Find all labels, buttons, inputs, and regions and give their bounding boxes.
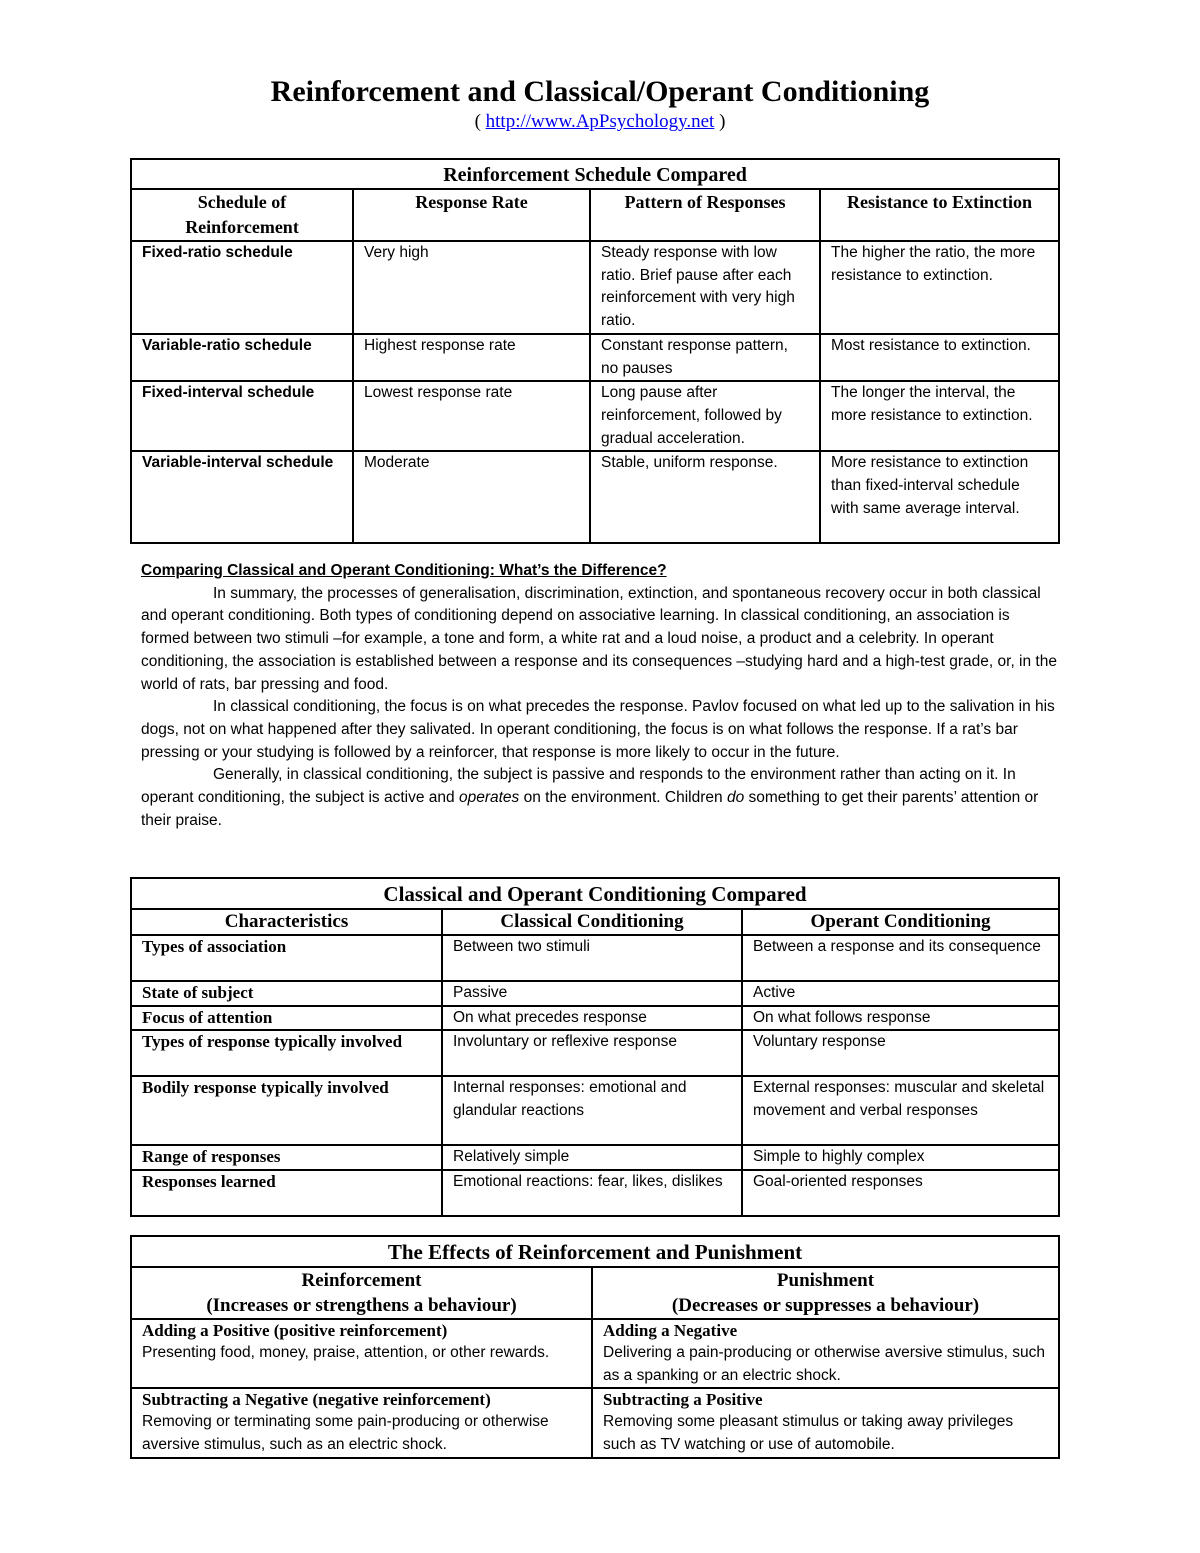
table-cell: More resistance to extinction than fixed-interval schedule with same average interval. bbox=[820, 451, 1059, 543]
cell-title: Subtracting a Negative (negative reinforcement) bbox=[142, 1390, 491, 1410]
website-link[interactable]: http://www.ApPsychology.net bbox=[485, 111, 715, 132]
row-label: Variable-ratio schedule bbox=[131, 334, 353, 381]
table-cell: Simple to highly complex bbox=[742, 1145, 1059, 1170]
table-row bbox=[131, 334, 1059, 381]
article bbox=[141, 560, 1061, 832]
table-cell: Stable, uniform response. bbox=[590, 451, 820, 543]
cell-title: Adding a Positive (positive reinforcement) bbox=[142, 1321, 448, 1340]
table-cell: Steady response with low ratio. Brief pause after each reinforcement with very high ratio. bbox=[590, 241, 820, 334]
table-cell: Internal responses: emotional and glandular reactions bbox=[442, 1076, 742, 1145]
table-cell bbox=[131, 1388, 592, 1457]
paragraph-text: Generally, in classical conditioning, the subject is passive and responds to the environment rather than acting on it. In operant conditioning, the subject is active and bbox=[141, 766, 1016, 807]
article-paragraph: In summary, the processes of generalisation, discrimination, extinction, and spontaneous recovery occur in both classical and operant conditioning. Both types of conditioning depend on associative learning. In classical conditioning, an association is formed between two stimuli –for example, a tone and form, a white rat and a loud noise, a product and a celebrity. In operant conditioning, the association is established between a response and its consequences –studying hard and a high-test grade, or, in the world of rats, bar pressing and food. bbox=[141, 584, 1057, 693]
table-cell: Voluntary response bbox=[742, 1030, 1059, 1076]
table-row bbox=[131, 1006, 1059, 1031]
cell-title: Adding a Negative bbox=[603, 1321, 738, 1340]
header-subtitle: (Increases or strengthens a behaviour) bbox=[206, 1295, 517, 1316]
table-row bbox=[131, 451, 1059, 543]
header-title: Punishment bbox=[776, 1270, 875, 1291]
table-cell: Highest response rate bbox=[353, 334, 590, 381]
table-cell: Goal-oriented responses bbox=[742, 1170, 1059, 1216]
table-cell: External responses: muscular and skeletal movement and verbal responses bbox=[742, 1076, 1059, 1145]
table-cell: Between two stimuli bbox=[442, 935, 742, 981]
column-header: Classical Conditioning bbox=[442, 909, 742, 935]
header-title: Reinforcement bbox=[301, 1270, 422, 1291]
row-label: Variable-interval schedule bbox=[131, 451, 353, 543]
table-cell: Involuntary or reflexive response bbox=[442, 1030, 742, 1076]
column-header: Resistance to Extinction bbox=[820, 189, 1059, 241]
row-label: Types of response typically involved bbox=[131, 1030, 442, 1076]
conditioning-table bbox=[130, 877, 1060, 1217]
column-header bbox=[131, 1267, 592, 1319]
paragraph-text: something to get their parents’ attention or their praise. bbox=[141, 789, 1039, 829]
table-cell: Relatively simple bbox=[442, 1145, 742, 1170]
table-row bbox=[131, 1145, 1059, 1170]
cell-text: Presenting food, money, praise, attention, or other rewards. bbox=[142, 1344, 550, 1361]
table-cell bbox=[592, 1388, 1059, 1457]
row-label: Focus of attention bbox=[131, 1006, 442, 1031]
schedule-table-caption: Reinforcement Schedule Compared bbox=[131, 159, 1059, 189]
column-header: Operant Conditioning bbox=[742, 909, 1059, 935]
schedule-table bbox=[130, 158, 1060, 544]
table-cell: Constant response pattern, no pauses bbox=[590, 334, 820, 381]
table-cell: Most resistance to extinction. bbox=[820, 334, 1059, 381]
table-cell: Moderate bbox=[353, 451, 590, 543]
header-subtitle: (Decreases or suppresses a behaviour) bbox=[671, 1295, 980, 1316]
table-cell: Between a response and its consequence bbox=[742, 935, 1059, 981]
cell-title: Subtracting a Positive bbox=[603, 1390, 763, 1410]
row-label: Bodily response typically involved bbox=[131, 1076, 442, 1145]
column-header bbox=[592, 1267, 1059, 1319]
emphasis-text: do bbox=[726, 789, 745, 807]
table-row bbox=[131, 1076, 1059, 1145]
conditioning-table-caption: Classical and Operant Conditioning Compared bbox=[131, 878, 1059, 909]
table-cell: The longer the interval, the more resistance to extinction. bbox=[820, 381, 1059, 451]
table-row bbox=[131, 981, 1059, 1006]
subtitle-paren-open: ( bbox=[474, 111, 486, 132]
table-cell: Lowest response rate bbox=[353, 381, 590, 451]
table-row bbox=[131, 935, 1059, 981]
subtitle-paren-close: ) bbox=[714, 111, 726, 132]
table-row bbox=[131, 241, 1059, 334]
table-row bbox=[131, 1388, 1059, 1457]
row-label: Types of association bbox=[131, 935, 442, 981]
article-paragraph bbox=[141, 764, 1061, 832]
effects-table bbox=[130, 1235, 1060, 1459]
row-label: Fixed-ratio schedule bbox=[131, 241, 353, 334]
table-cell: Active bbox=[742, 981, 1059, 1006]
table-cell: On what follows response bbox=[742, 1006, 1059, 1031]
table-cell: Passive bbox=[442, 981, 742, 1006]
column-header: Response Rate bbox=[353, 189, 590, 241]
table-row bbox=[131, 1170, 1059, 1216]
cell-text: Delivering a pain-producing or otherwise aversive stimulus, such as a spanking or an electric shock. bbox=[603, 1344, 1045, 1384]
row-label: State of subject bbox=[131, 981, 442, 1006]
article-heading: Comparing Classical and Operant Conditioning: What’s the Difference? bbox=[141, 562, 667, 579]
paragraph-text: on the environment. Children bbox=[519, 789, 727, 807]
effects-table-caption: The Effects of Reinforcement and Punishment bbox=[131, 1236, 1059, 1267]
row-label: Range of responses bbox=[131, 1145, 442, 1170]
page-title: Reinforcement and Classical/Operant Conditioning bbox=[270, 75, 930, 108]
table-cell: Very high bbox=[353, 241, 590, 334]
subtitle bbox=[0, 110, 1200, 134]
table-row bbox=[131, 1319, 1059, 1388]
table-cell bbox=[131, 1319, 592, 1388]
table-cell: The higher the ratio, the more resistance to extinction. bbox=[820, 241, 1059, 334]
row-label: Fixed-interval schedule bbox=[131, 381, 353, 451]
column-header: Schedule of Reinforcement bbox=[131, 189, 353, 241]
table-cell: On what precedes response bbox=[442, 1006, 742, 1031]
emphasis-text: operates bbox=[458, 789, 520, 807]
column-header: Pattern of Responses bbox=[590, 189, 820, 241]
table-cell: Long pause after reinforcement, followed by gradual acceleration. bbox=[590, 381, 820, 451]
table-cell bbox=[592, 1319, 1059, 1388]
table-cell: Emotional reactions: fear, likes, dislikes bbox=[442, 1170, 742, 1216]
article-paragraph: In classical conditioning, the focus is on what precedes the response. Pavlov focused on what led up to the salivation in his dogs, not on what happened after they salivated. In operant conditioning, the focus is on what follows the response. If a rat’s bar pressing or your studying is followed by a reinforcer, that response is more likely to occur in the future. bbox=[141, 698, 1055, 761]
column-header: Characteristics bbox=[131, 909, 442, 935]
table-row bbox=[131, 381, 1059, 451]
cell-text: Removing some pleasant stimulus or taking away privileges such as TV watching or use of automobile. bbox=[603, 1413, 1014, 1454]
table-row bbox=[131, 1030, 1059, 1076]
cell-text: Removing or terminating some pain-producing or otherwise aversive stimulus, such as an electric shock. bbox=[142, 1413, 549, 1454]
row-label: Responses learned bbox=[131, 1170, 442, 1216]
